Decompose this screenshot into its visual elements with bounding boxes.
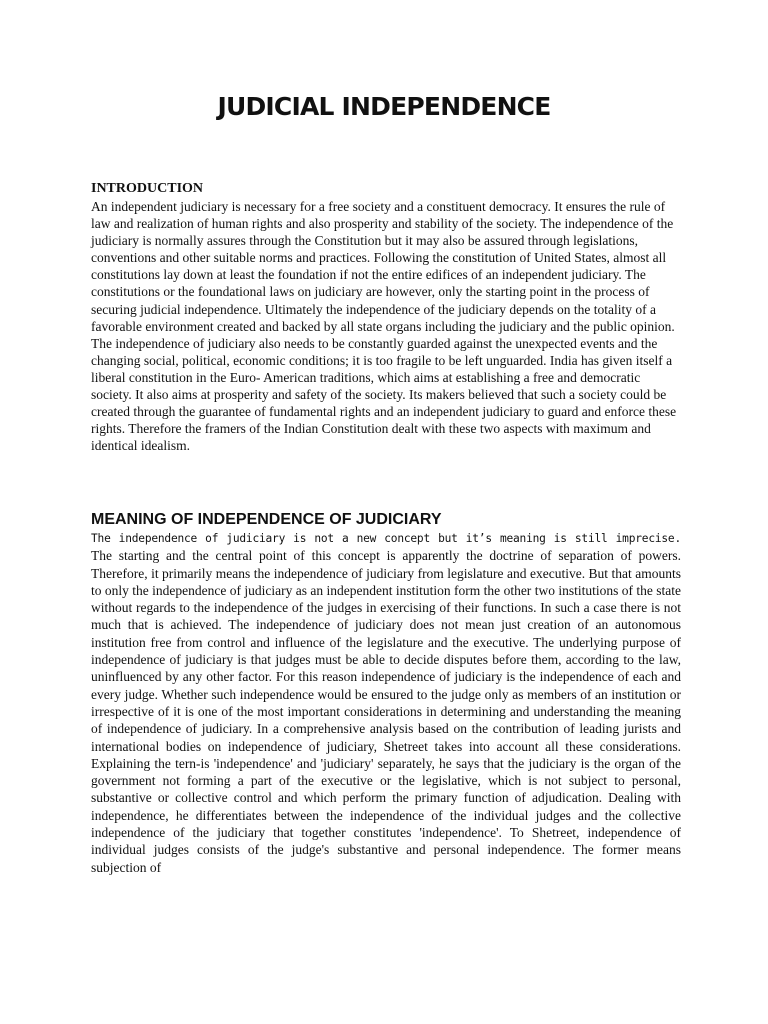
meaning-lead-sentence: The independence of judiciary is not a new concept but it’s meaning is still imprecise. (91, 532, 681, 545)
introduction-heading: INTRODUCTION (91, 181, 204, 196)
introduction-paragraph: An independent judiciary is necessary for a free society and a constituent democracy. It ensures the rule of law and realization of human rights and also prosperity and stability of the society. The independence of the judiciary is normally assures through the Constitution but it may also be assured through legislations, conventions and other suitable norms and practices. Following the constitution of United States, almost all constitutions lay down at least the foundation if not the entire edifices of an independent judiciary. The constitutions or the foundational laws on judiciary are however, only the starting point in the process of securing judicial independence. Ultimately the independence of the judiciary depends on the totality of a favorable environment created and backed by all state organs including the judiciary and the public opinion. The independence of judiciary also needs to be constantly guarded against the unexpected events and the changing social, political, economic conditions; it is too fragile to be left unguarded. India has given itself a liberal constitution in the Euro- American traditions, which aims at establishing a free and democratic society. It also aims at prosperity and safety of the society. Its makers believed that such a society could be created through the guarantee of fundamental rights and an independent judiciary to guard and enforce these rights. Therefore the framers of the Indian Constitution dealt with these two aspects with maximum and identical idealism. (91, 199, 677, 454)
meaning-body-text: The starting and the central point of this concept is apparently the doctrine of separation of powers. Therefore, it primarily means the independence of judiciary from legislature and executive. But that amounts to only the independence of judiciary as an independent institution form the other two institutions of the state without regards to the independence of the judges in exercising of their functions. In such a case there is not much that is achieved. The independence of judiciary does not mean just creation of an autonomous institution free from control and influence of the legislature and the executive. The underlying purpose of independence of judiciary is that judges must be able to decide disputes before them, according to the law, uninfluenced by any other factor. For this reason independence of judiciary is the independence of each and every judge. Whether such independence would be ensured to the judge only as members of an institution or irrespective of it is one of the most important considerations in determining and understanding the meaning of independence of judiciary. In a comprehensive analysis based on the contribution of leading jurists and international bodies on independence of judiciary, Shetreet takes into account all these considerations. Explaining the tern-is 'independence' and 'judiciary' separately, he says that the judiciary is the organ of the government not forming a part of the executive or the legislative, which is not subject to personal, substantive or collective control and which perform the primary function of adjudication. Dealing with independence, he differentiates between the independence of the individual judges and the collective independence of the judiciary that together constitutes 'independence'. To Shetreet, independence of individual judges consists of the judge's substantive and personal independence. The former means subjection of (91, 548, 681, 875)
meaning-paragraph (91, 529, 681, 876)
meaning-heading: MEANING OF INDEPENDENCE OF JUDICIARY (91, 511, 442, 528)
document-title: JUDICIAL INDEPENDENCE (217, 92, 551, 121)
